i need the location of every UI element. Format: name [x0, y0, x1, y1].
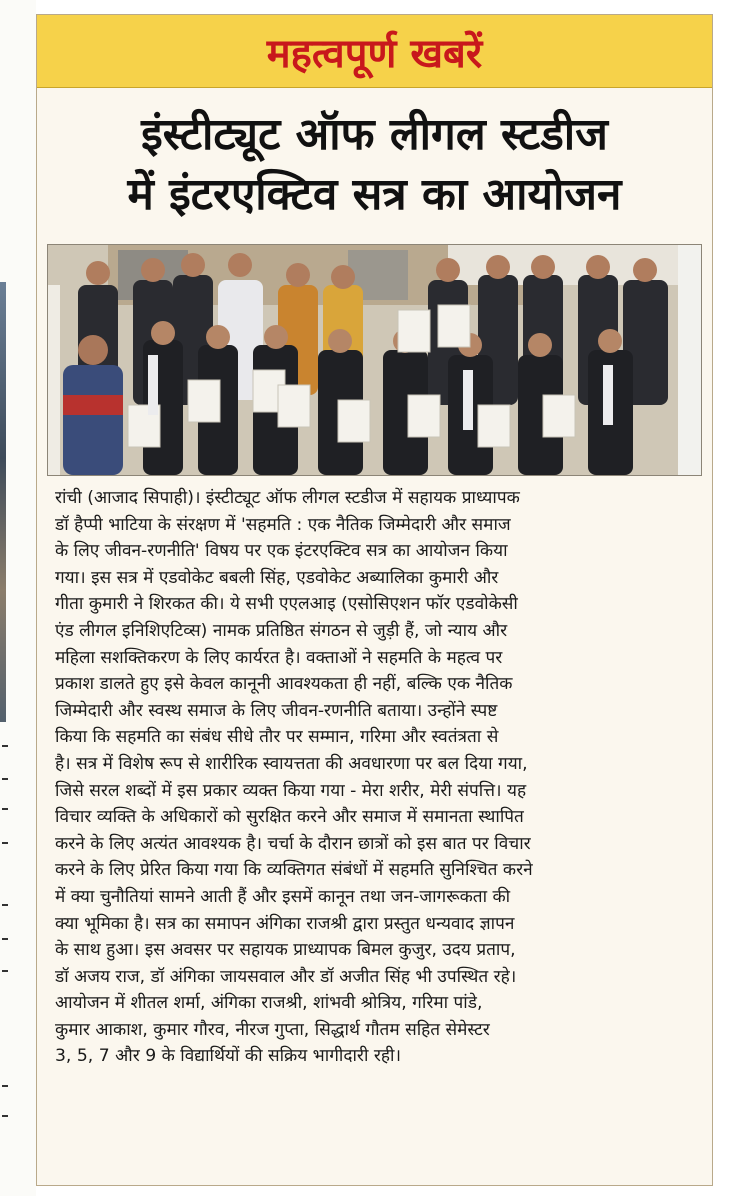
- article-line: विचार व्यक्ति के अधिकारों को सुरक्षित करने और समाज में समानता स्थापित: [55, 807, 524, 828]
- article-line: के साथ हुआ। इस अवसर पर सहायक प्राध्यापक बिमल कुजुर, उदय प्रताप,: [55, 940, 516, 961]
- text-fragment: [2, 938, 8, 940]
- article-line: किया कि सहमति का संबंध सीधे तौर पर सम्मान, गरिमा और स्वतंत्रता से: [55, 727, 499, 748]
- group-photo: [47, 244, 702, 476]
- article-line: क्या भूमिका है। सत्र का समापन अंगिका राजश्री द्वारा प्रस्तुत धन्यवाद ज्ञापन: [55, 913, 515, 934]
- headline-line-1: इंस्टीट्यूट ऑफ लीगल स्टडीज: [141, 109, 608, 160]
- article-line: में क्या चुनौतियां सामने आती हैं और इसमें कानून तथा जन-जागरूकता की: [55, 886, 511, 907]
- headline: [47, 105, 702, 225]
- text-fragment: [2, 778, 8, 780]
- article-line: करने के लिए प्रेरित किया गया कि व्यक्तिगत संबंधों में सहमति सुनिश्चित करने: [55, 860, 533, 881]
- text-fragment: [2, 970, 8, 972]
- article-line: रांची (आजाद सिपाही)। इंस्टीट्यूट ऑफ लीगल स्टडीज में सहायक प्राध्यापक: [55, 488, 520, 508]
- news-clipping: [36, 14, 713, 1186]
- section-banner-title: महत्वपूर्ण खबरें: [266, 30, 483, 77]
- article-line: आयोजन में शीतल शर्मा, अंगिका राजश्री, शांभवी श्रोत्रिय, गरिमा पांडे,: [55, 993, 483, 1014]
- article-line: कुमार आकाश, कुमार गौरव, नीरज गुप्ता, सिद्धार्थ गौतम सहित सेमेस्टर: [55, 1019, 490, 1040]
- article-line: डॉ अजय राज, डॉ अंगिका जायसवाल और डॉ अजीत सिंह भी उपस्थित रहे।: [55, 966, 517, 987]
- section-banner: [37, 15, 712, 88]
- text-fragment: [2, 1085, 8, 1087]
- text-fragment: [2, 1115, 8, 1117]
- article-line: 3, 5, 7 और 9 के विद्यार्थियों की सक्रिय भागीदारी रही।: [55, 1046, 401, 1067]
- headline-line-2: में इंटरएक्टिव सत्र का आयोजन: [127, 169, 622, 220]
- article-line: करने के लिए अत्यंत आवश्यक है। चर्चा के दौरान छात्रों को इस बात पर विचार: [55, 833, 531, 854]
- article-line: जिसे सरल शब्दों में इस प्रकार व्यक्त किया गया - मेरा शरीर, मेरी संपत्ति। यह: [55, 780, 527, 801]
- text-fragment: [2, 904, 8, 906]
- article-line: जिम्मेदारी और स्वस्थ समाज के लिए जीवन-रणनीति बताया। उन्होंने स्पष्ट: [55, 700, 498, 721]
- article-line: है। सत्र में विशेष रूप से शारीरिक स्वायत्तता की अवधारणा पर बल दिया गया,: [55, 753, 528, 774]
- adjacent-photo-fragment: [0, 282, 6, 722]
- adjacent-article-edge: [0, 0, 36, 1196]
- group-photo-image: [48, 245, 701, 475]
- text-fragment: [2, 808, 8, 810]
- text-fragment: [2, 842, 8, 844]
- article-line: गया। इस सत्र में एडवोकेट बबली सिंह, एडवोकेट अब्यालिका कुमारी और: [55, 567, 499, 588]
- article-line: डॉ हैप्पी भाटिया के संरक्षण में 'सहमति : एक नैतिक जिम्मेदारी और समाज: [55, 514, 511, 535]
- article-body: [55, 485, 695, 1070]
- article-line: एंड लीगल इनिशिएटिव्स) नामक प्रतिष्ठित संगठन से जुड़ी हैं, जो न्याय और: [55, 620, 508, 641]
- text-fragment: [2, 745, 8, 747]
- article-line: प्रकाश डालते हुए इसे केवल कानूनी आवश्यकता ही नहीं, बल्कि एक नैतिक: [55, 674, 513, 695]
- article-line: के लिए जीवन-रणनीति' विषय पर एक इंटरएक्टिव सत्र का आयोजन किया: [55, 541, 508, 562]
- article-line: महिला सशक्तिकरण के लिए कार्यरत है। वक्ताओं ने सहमति के महत्व पर: [55, 647, 503, 668]
- article-line: गीता कुमारी ने शिरकत की। ये सभी एएलआइ (एसोसिएशन फॉर एडवोकेसी: [55, 594, 518, 615]
